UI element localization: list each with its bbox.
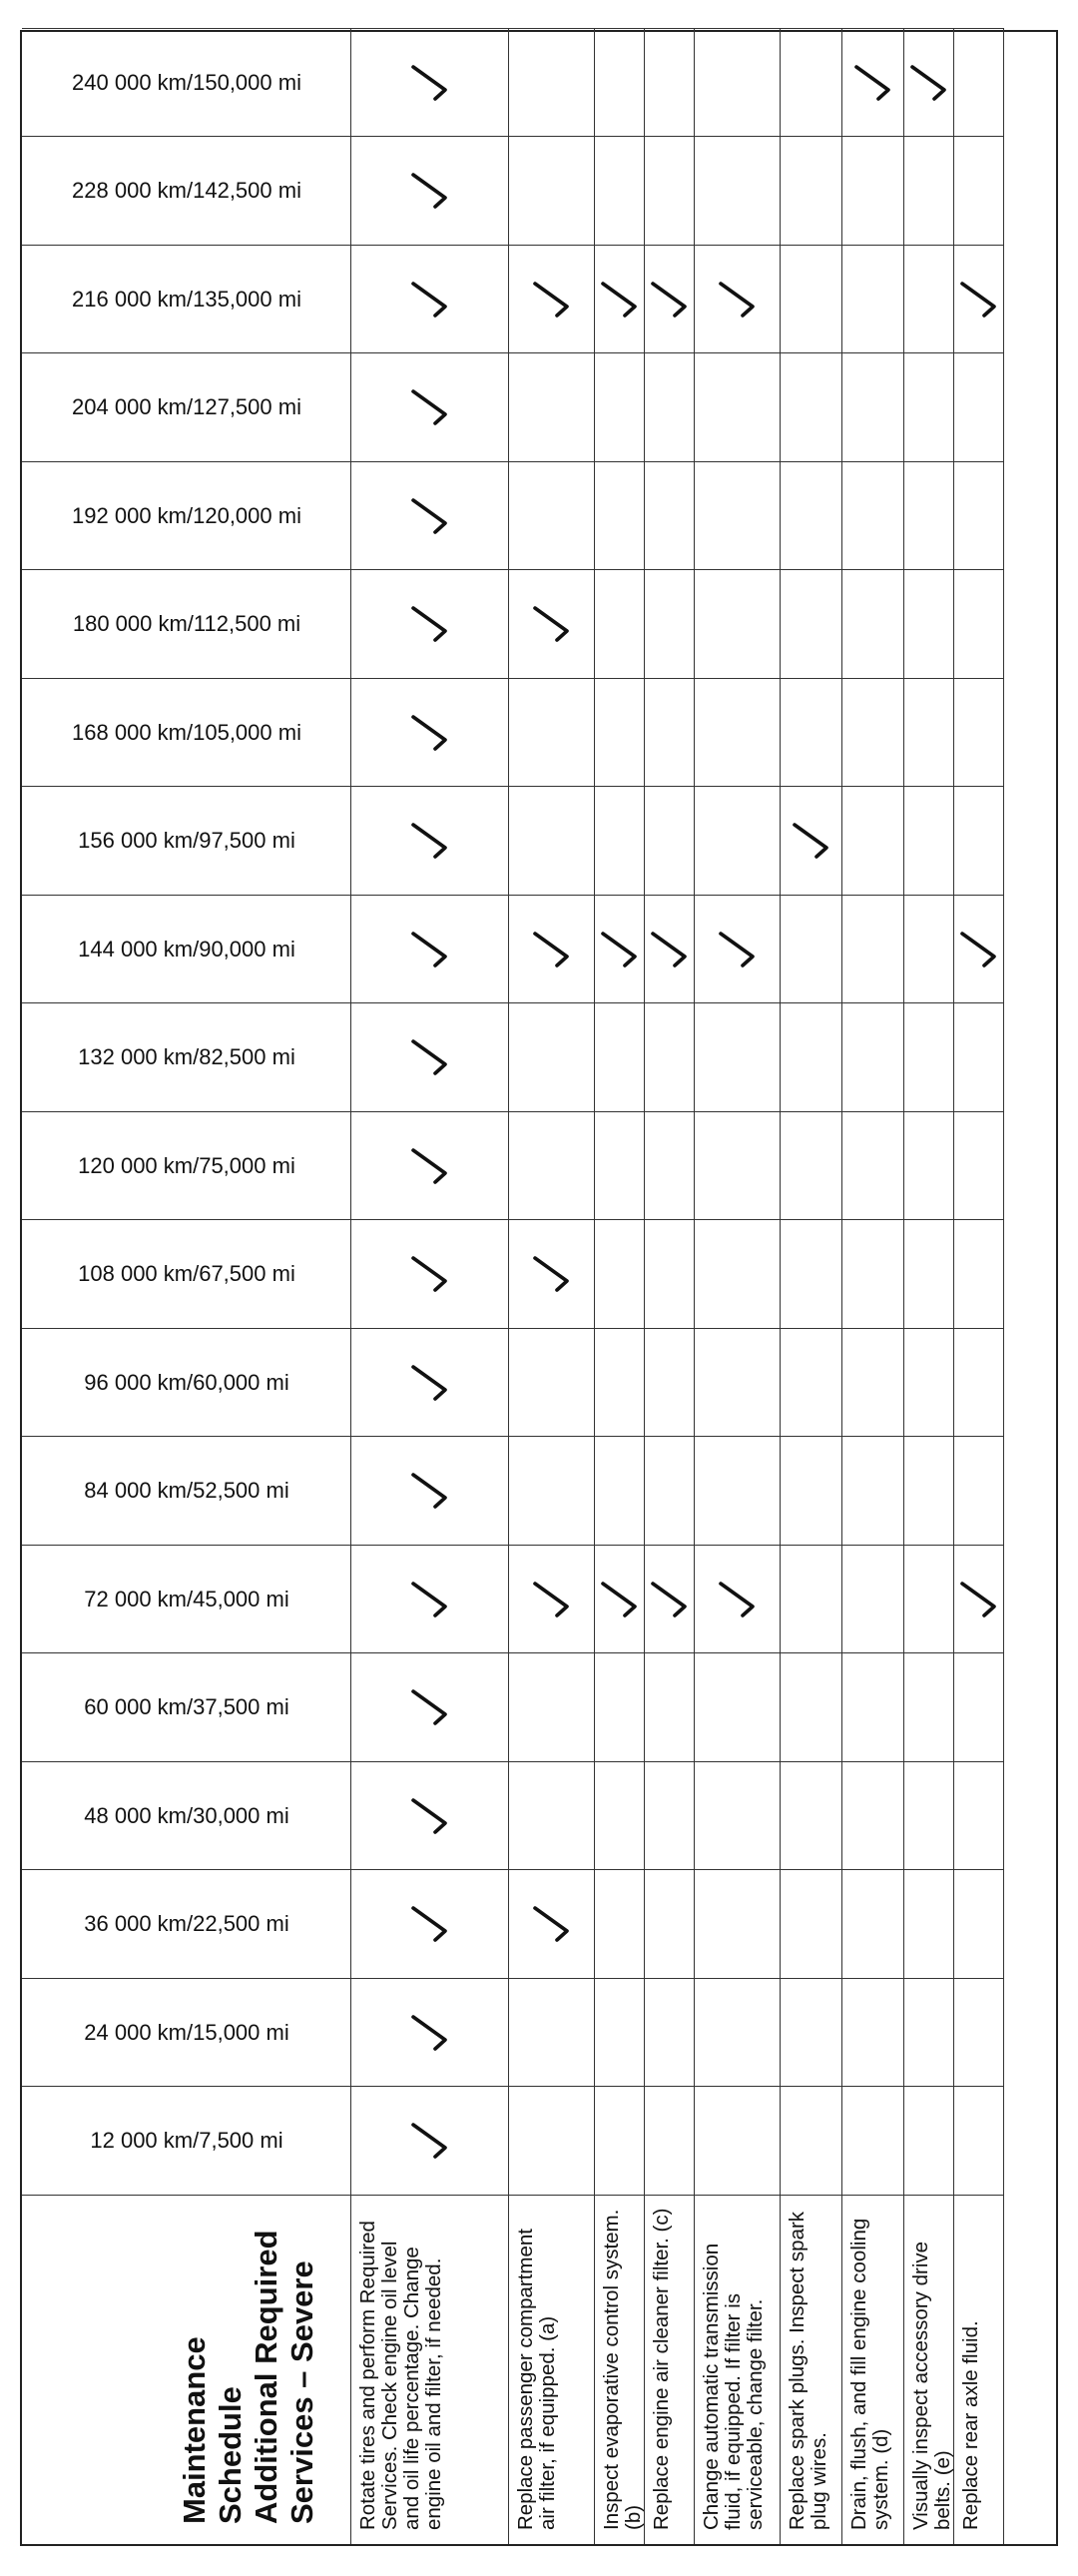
schedule-cell (595, 28, 645, 137)
checkmark-icon (713, 1578, 763, 1621)
schedule-cell (351, 1003, 509, 1112)
schedule-cell (904, 1003, 954, 1112)
schedule-cell (781, 2087, 842, 2196)
schedule-cell (645, 787, 695, 896)
schedule-cell (645, 1111, 695, 1220)
schedule-cell (595, 895, 645, 1003)
schedule-cell (695, 570, 781, 679)
checkmark-icon (405, 711, 455, 755)
schedule-cell (904, 570, 954, 679)
schedule-cell (904, 1870, 954, 1979)
schedule-cell (842, 28, 904, 137)
schedule-cell (954, 678, 1004, 787)
schedule-cell (954, 895, 1004, 1003)
schedule-cell (351, 137, 509, 246)
checkmark-icon (527, 278, 577, 322)
schedule-cell (645, 1870, 695, 1979)
schedule-cell (509, 1328, 595, 1437)
checkmark-icon (645, 278, 695, 322)
schedule-cell (954, 1111, 1004, 1220)
schedule-cell (595, 2087, 645, 2196)
schedule-cell (954, 1761, 1004, 1870)
schedule-cell (842, 678, 904, 787)
schedule-cell (781, 137, 842, 246)
maintenance-schedule-table (20, 30, 1058, 2546)
checkmark-icon (527, 1578, 577, 1621)
schedule-cell (842, 245, 904, 353)
interval-label: 180 000 km/112,500 mi (72, 611, 300, 637)
schedule-cell (904, 245, 954, 353)
service-label: Replace spark plugs. Inspect spark plug wires. (781, 2195, 842, 2544)
schedule-cell (595, 787, 645, 896)
schedule-cell (904, 137, 954, 246)
schedule-cell (695, 28, 781, 137)
schedule-cell (645, 1328, 695, 1437)
schedule-cell (781, 678, 842, 787)
interval-header (22, 895, 351, 1003)
interval-label: 36 000 km/22,500 mi (83, 1911, 289, 1937)
schedule-cell (509, 1111, 595, 1220)
schedule-cell (781, 1870, 842, 1979)
schedule-cell (695, 1003, 781, 1112)
checkmark-icon (954, 278, 1004, 322)
schedule-cell (509, 2087, 595, 2196)
schedule-cell (954, 787, 1004, 896)
schedule-cell (954, 245, 1004, 353)
interval-header (22, 1761, 351, 1870)
schedule-cell (351, 787, 509, 896)
schedule-cell (842, 1653, 904, 1762)
schedule-cell (695, 1328, 781, 1437)
schedule-cell (842, 1111, 904, 1220)
schedule-cell (781, 1111, 842, 1220)
schedule-cell (595, 570, 645, 679)
schedule-cell (904, 353, 954, 462)
checkmark-icon (954, 1578, 1004, 1621)
checkmark-icon (405, 2011, 455, 2055)
interval-header (22, 570, 351, 679)
schedule-cell (781, 1003, 842, 1112)
schedule-cell (904, 1653, 954, 1762)
schedule-cell (509, 678, 595, 787)
interval-label: 12 000 km/7,500 mi (89, 2128, 283, 2154)
schedule-cell (595, 1761, 645, 1870)
schedule-cell (904, 1978, 954, 2087)
schedule-cell (595, 1220, 645, 1329)
schedule-cell (695, 137, 781, 246)
interval-label: 144 000 km/90,000 mi (77, 936, 295, 962)
interval-header (22, 2087, 351, 2196)
schedule-cell (842, 1328, 904, 1437)
title-line-3: Services – Severe (284, 2260, 319, 2524)
schedule-cell (351, 1761, 509, 1870)
service-label: Replace engine air cleaner filter. (c) (645, 2195, 695, 2544)
checkmark-icon (405, 1902, 455, 1946)
schedule-cell (695, 1653, 781, 1762)
schedule-cell (842, 895, 904, 1003)
schedule-cell (645, 1220, 695, 1329)
schedule-cell (842, 1761, 904, 1870)
schedule-cell (645, 1761, 695, 1870)
schedule-cell (781, 1545, 842, 1653)
schedule-cell (645, 353, 695, 462)
interval-label: 84 000 km/52,500 mi (83, 1478, 289, 1504)
schedule-cell (781, 245, 842, 353)
schedule-cell (695, 895, 781, 1003)
schedule-cell (645, 28, 695, 137)
schedule-cell (695, 1870, 781, 1979)
schedule-cell (509, 895, 595, 1003)
schedule-cell (904, 678, 954, 787)
schedule-cell (842, 1437, 904, 1546)
checkmark-icon (527, 1902, 577, 1946)
schedule-cell (645, 678, 695, 787)
schedule-cell (842, 2087, 904, 2196)
schedule-cell (904, 787, 954, 896)
checkmark-icon (527, 602, 577, 646)
schedule-cell (954, 353, 1004, 462)
checkmark-icon (405, 61, 455, 105)
schedule-cell (781, 28, 842, 137)
checkmark-icon (595, 1578, 645, 1621)
schedule-cell (351, 1978, 509, 2087)
interval-header (22, 1978, 351, 2087)
schedule-cell (695, 1437, 781, 1546)
schedule-cell (695, 353, 781, 462)
schedule-cell (645, 1653, 695, 1762)
schedule-cell (781, 1220, 842, 1329)
schedule-cell (954, 1545, 1004, 1653)
schedule-cell (695, 2087, 781, 2196)
schedule-cell (595, 137, 645, 246)
schedule-cell (645, 1437, 695, 1546)
schedule-cell (842, 1978, 904, 2087)
schedule-cell (645, 2087, 695, 2196)
schedule-cell (595, 1870, 645, 1979)
interval-header (22, 28, 351, 137)
interval-label: 48 000 km/30,000 mi (83, 1802, 289, 1828)
schedule-cell (645, 1003, 695, 1112)
schedule-cell (904, 28, 954, 137)
checkmark-icon (405, 1578, 455, 1621)
schedule-cell (645, 461, 695, 570)
interval-label: 132 000 km/82,500 mi (77, 1044, 295, 1070)
schedule-cell (954, 1437, 1004, 1546)
schedule-cell (781, 895, 842, 1003)
schedule-cell (351, 1870, 509, 1979)
interval-header (22, 1003, 351, 1112)
interval-label: 228 000 km/142,500 mi (71, 178, 301, 204)
schedule-cell (351, 1220, 509, 1329)
interval-label: 156 000 km/97,500 mi (77, 828, 295, 854)
schedule-cell (509, 1761, 595, 1870)
checkmark-icon (527, 928, 577, 971)
schedule-cell (781, 787, 842, 896)
schedule-cell (954, 570, 1004, 679)
schedule-cell (781, 570, 842, 679)
schedule-cell (954, 137, 1004, 246)
schedule-cell (904, 1220, 954, 1329)
checkmark-icon (904, 61, 954, 105)
checkmark-icon (405, 494, 455, 538)
schedule-cell (904, 1328, 954, 1437)
interval-label: 24 000 km/15,000 mi (83, 2019, 289, 2045)
schedule-cell (509, 137, 595, 246)
schedule-cell (509, 1870, 595, 1979)
checkmark-icon (405, 928, 455, 971)
interval-header (22, 353, 351, 462)
service-label: Drain, flush, and fill engine cooling system. (d) (842, 2195, 904, 2544)
schedule-cell (842, 353, 904, 462)
checkmark-icon (405, 602, 455, 646)
schedule-cell (781, 1328, 842, 1437)
schedule-cell (695, 1220, 781, 1329)
schedule-cell (645, 1545, 695, 1653)
schedule-cell (595, 1437, 645, 1546)
interval-header (22, 1437, 351, 1546)
schedule-cell (595, 1328, 645, 1437)
schedule-cell (645, 137, 695, 246)
schedule-cell (351, 570, 509, 679)
interval-label: 96 000 km/60,000 mi (83, 1369, 289, 1395)
schedule-cell (509, 787, 595, 896)
interval-label: 108 000 km/67,500 mi (77, 1261, 295, 1287)
service-label: Inspect evaporative control system. (b) (595, 2195, 645, 2544)
checkmark-icon (405, 1361, 455, 1405)
interval-header (22, 245, 351, 353)
schedule-cell (954, 1220, 1004, 1329)
title-line-2: Additional Required (249, 2230, 283, 2524)
schedule-cell (842, 787, 904, 896)
interval-header (22, 787, 351, 896)
schedule-cell (695, 245, 781, 353)
checkmark-icon (787, 819, 836, 863)
schedule-cell (904, 1545, 954, 1653)
schedule-cell (842, 1870, 904, 1979)
checkmark-icon (848, 61, 898, 105)
schedule-cell (842, 1220, 904, 1329)
schedule-cell (595, 1978, 645, 2087)
schedule-cell (509, 28, 595, 137)
schedule-cell (842, 137, 904, 246)
service-label: Change automatic transmission fluid, if equipped. If filter is serviceable, change filter. (695, 2195, 781, 2544)
schedule-cell (842, 1003, 904, 1112)
checkmark-icon (713, 278, 763, 322)
schedule-cell (595, 353, 645, 462)
interval-header (22, 1653, 351, 1762)
checkmark-icon (954, 928, 1004, 971)
schedule-cell (781, 1653, 842, 1762)
checkmark-icon (405, 1794, 455, 1838)
interval-label: 168 000 km/105,000 mi (71, 719, 301, 745)
title-line-1: Maintenance Schedule (177, 2336, 248, 2524)
schedule-cell (842, 1545, 904, 1653)
table-title (22, 2195, 351, 2544)
interval-header (22, 1220, 351, 1329)
schedule-cell (954, 1870, 1004, 1979)
interval-label: 192 000 km/120,000 mi (71, 502, 301, 528)
checkmark-icon (405, 1144, 455, 1188)
schedule-cell (695, 461, 781, 570)
checkmark-icon (405, 1685, 455, 1729)
schedule-cell (954, 1653, 1004, 1762)
schedule-cell (954, 1328, 1004, 1437)
schedule-cell (781, 1437, 842, 1546)
interval-header (22, 137, 351, 246)
interval-header (22, 1328, 351, 1437)
interval-header (22, 678, 351, 787)
service-label: Rotate tires and perform Required Services. Check engine oil level and oil life percentage. Change engine oil and filter, if needed. (351, 2195, 509, 2544)
schedule-cell (351, 1111, 509, 1220)
schedule-cell (595, 461, 645, 570)
interval-label: 60 000 km/37,500 mi (83, 1694, 289, 1720)
checkmark-icon (405, 1252, 455, 1296)
service-label: Visually inspect accessory drive belts. (e) (904, 2195, 954, 2544)
schedule-cell (509, 1653, 595, 1762)
interval-label: 72 000 km/45,000 mi (83, 1586, 289, 1611)
schedule-cell (351, 353, 509, 462)
checkmark-icon (405, 169, 455, 213)
schedule-cell (954, 2087, 1004, 2196)
schedule-cell (351, 895, 509, 1003)
schedule-cell (509, 353, 595, 462)
schedule-cell (954, 1978, 1004, 2087)
checkmark-icon (595, 928, 645, 971)
interval-label: 240 000 km/150,000 mi (71, 69, 301, 95)
checkmark-icon (645, 1578, 695, 1621)
schedule-cell (509, 1220, 595, 1329)
schedule-cell (695, 787, 781, 896)
schedule-cell (595, 1111, 645, 1220)
interval-label: 120 000 km/75,000 mi (77, 1152, 295, 1178)
schedule-cell (904, 1761, 954, 1870)
checkmark-icon (405, 819, 455, 863)
schedule-cell (695, 678, 781, 787)
interval-label: 204 000 km/127,500 mi (71, 394, 301, 420)
schedule-cell (509, 461, 595, 570)
service-label: Replace rear axle fluid. (954, 2195, 1004, 2544)
interval-header (22, 461, 351, 570)
schedule-cell (842, 461, 904, 570)
schedule-cell (695, 1978, 781, 2087)
schedule-cell (954, 28, 1004, 137)
schedule-cell (351, 678, 509, 787)
schedule-cell (781, 353, 842, 462)
schedule-cell (509, 1545, 595, 1653)
schedule-cell (351, 1328, 509, 1437)
schedule-cell (351, 1437, 509, 1546)
interval-header (22, 1870, 351, 1979)
schedule-cell (595, 1003, 645, 1112)
interval-header (22, 1111, 351, 1220)
checkmark-icon (595, 278, 645, 322)
interval-label: 216 000 km/135,000 mi (71, 286, 301, 312)
schedule-cell (695, 1111, 781, 1220)
schedule-cell (351, 1653, 509, 1762)
schedule-cell (351, 245, 509, 353)
schedule-cell (904, 461, 954, 570)
interval-header (22, 1545, 351, 1653)
schedule-cell (904, 1111, 954, 1220)
schedule-cell (842, 570, 904, 679)
schedule-cell (351, 1545, 509, 1653)
schedule-cell (781, 1761, 842, 1870)
schedule-cell (695, 1545, 781, 1653)
checkmark-icon (405, 1035, 455, 1079)
schedule-cell (509, 1437, 595, 1546)
checkmark-icon (645, 928, 695, 971)
schedule-cell (645, 245, 695, 353)
schedule-cell (781, 461, 842, 570)
checkmark-icon (405, 278, 455, 322)
schedule-cell (509, 570, 595, 679)
schedule-cell (645, 895, 695, 1003)
schedule-cell (595, 1653, 645, 1762)
schedule-cell (645, 1978, 695, 2087)
schedule-cell (351, 461, 509, 570)
schedule-cell (904, 1437, 954, 1546)
schedule-cell (954, 1003, 1004, 1112)
schedule-cell (509, 1003, 595, 1112)
service-label: Replace passenger compartment air filter, if equipped. (a) (509, 2195, 595, 2544)
schedule-cell (509, 245, 595, 353)
schedule-cell (595, 678, 645, 787)
checkmark-icon (405, 385, 455, 429)
schedule-cell (351, 2087, 509, 2196)
checkmark-icon (405, 1469, 455, 1513)
schedule-cell (695, 1761, 781, 1870)
checkmark-icon (713, 928, 763, 971)
checkmark-icon (405, 2119, 455, 2163)
schedule-cell (645, 570, 695, 679)
schedule-cell (595, 245, 645, 353)
schedule-cell (954, 461, 1004, 570)
schedule-cell (904, 895, 954, 1003)
schedule-cell (509, 1978, 595, 2087)
schedule-cell (904, 2087, 954, 2196)
schedule-cell (781, 1978, 842, 2087)
checkmark-icon (527, 1252, 577, 1296)
schedule-cell (595, 1545, 645, 1653)
schedule-cell (351, 28, 509, 137)
